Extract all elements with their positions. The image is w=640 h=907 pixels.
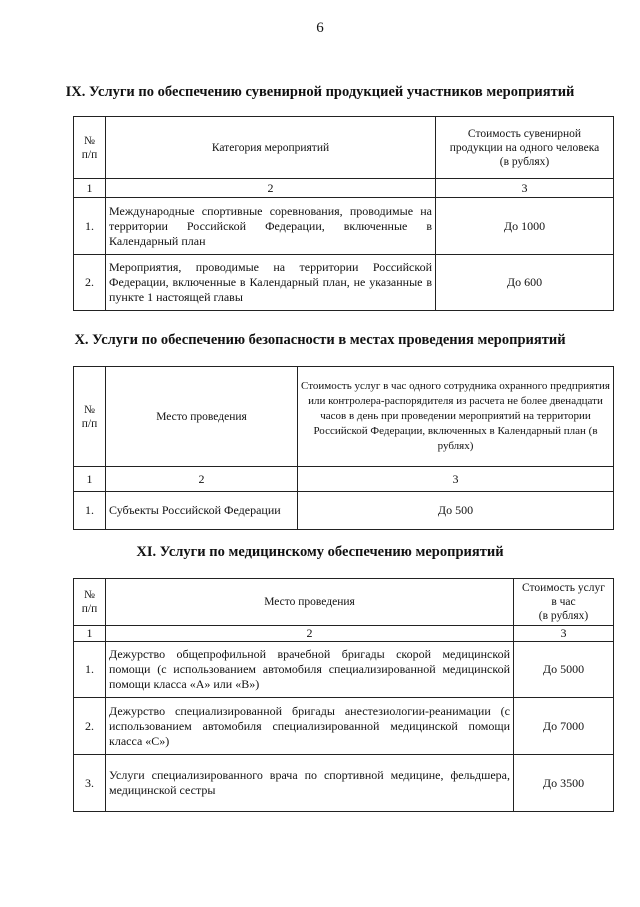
table-header-row <box>74 579 614 626</box>
row-cost: До 5000 <box>514 642 614 698</box>
section-11-table <box>73 578 614 812</box>
header-category: Категория мероприятий <box>106 117 436 179</box>
table-row <box>74 492 614 530</box>
row-number: 1. <box>74 642 106 698</box>
row-text: Субъекты Российской Федерации <box>106 492 298 530</box>
header-cost: Стоимость услуг в час (в рублях) <box>514 579 614 626</box>
row-cost: До 7000 <box>514 698 614 755</box>
column-number: 3 <box>514 626 614 642</box>
header-cost: Стоимость сувенирной продукции на одного человека (в рублях) <box>436 117 614 179</box>
section-10-title: X. Услуги по обеспечению безопасности в местах проведения мероприятий <box>74 332 566 348</box>
table-row <box>74 642 614 698</box>
table-row <box>74 698 614 755</box>
section-9-table <box>73 116 614 311</box>
row-text: Услуги специализированного врача по спортивной медицине, фельдшера, медицинской сестры <box>106 755 514 812</box>
column-number: 2 <box>106 179 436 198</box>
row-number: 1. <box>74 492 106 530</box>
row-text: Дежурство общепрофильной врачебной бригады скорой медицинской помощи (с использованием автомобиля специализированной медицинской помощи класса «А» или «В») <box>106 642 514 698</box>
row-text: Международные спортивные соревнования, проводимые на территории Российской Федерации, включенные в Календарный план <box>106 198 436 255</box>
table-header-row <box>74 117 614 179</box>
column-number: 3 <box>298 467 614 492</box>
section-10-table <box>73 366 614 530</box>
row-cost: До 500 <box>298 492 614 530</box>
column-number: 3 <box>436 179 614 198</box>
row-text: Мероприятия, проводимые на территории Российской Федерации, включенные в Календарный план, не указанные в пункте 1 настоящей главы <box>106 255 436 311</box>
row-number: 1. <box>74 198 106 255</box>
column-number-row <box>74 179 614 198</box>
column-number-row <box>74 467 614 492</box>
table-header-row <box>74 367 614 467</box>
row-text: Дежурство специализированной бригады анестезиологии-реанимации (с использованием автомобиля специализированной медицинской помощи класса «С») <box>106 698 514 755</box>
column-number: 1 <box>74 467 106 492</box>
section-9-title: IX. Услуги по обеспечению сувенирной продукцией участников мероприятий <box>65 84 575 100</box>
column-number: 1 <box>74 626 106 642</box>
header-cost: Стоимость услуг в час одного сотрудника охранного предприятия или контролера-распорядителя из расчета не более двенадцати часов в день при проведении мероприятий на территории Российской Федерации, включенных в Календарный план (в рублях) <box>298 367 614 467</box>
header-location: Место проведения <box>106 367 298 467</box>
header-number: № п/п <box>74 117 106 179</box>
row-number: 3. <box>74 755 106 812</box>
table-row <box>74 755 614 812</box>
row-number: 2. <box>74 698 106 755</box>
row-cost: До 600 <box>436 255 614 311</box>
row-cost: До 3500 <box>514 755 614 812</box>
table-row <box>74 255 614 311</box>
column-number: 1 <box>74 179 106 198</box>
section-11-title: XI. Услуги по медицинскому обеспечению мероприятий <box>136 544 504 560</box>
column-number: 2 <box>106 467 298 492</box>
column-number-row <box>74 626 614 642</box>
column-number: 2 <box>106 626 514 642</box>
page-number: 6 <box>316 20 324 36</box>
header-number: № п/п <box>74 367 106 467</box>
table-row <box>74 198 614 255</box>
header-location: Место проведения <box>106 579 514 626</box>
header-number: № п/п <box>74 579 106 626</box>
row-number: 2. <box>74 255 106 311</box>
row-cost: До 1000 <box>436 198 614 255</box>
